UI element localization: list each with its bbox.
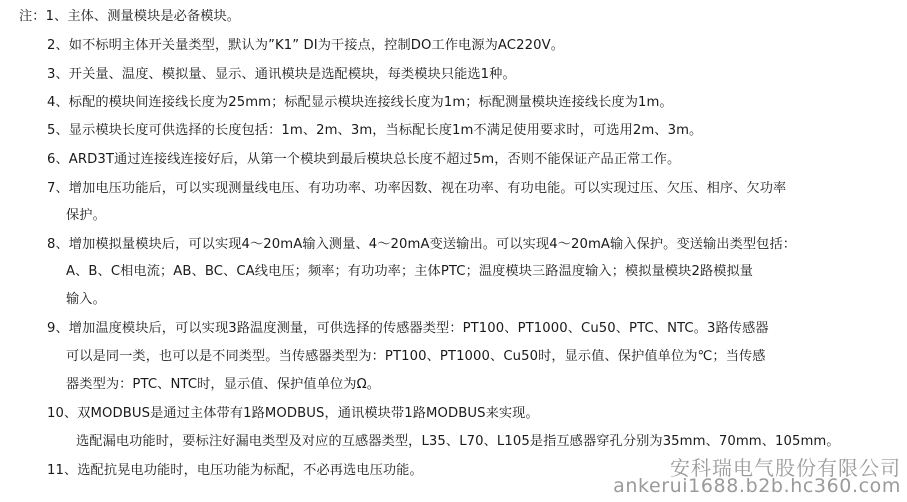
note-line-9-cont-1: 可以是同一类，也可以是不同类型。当传感器类型为：PT100、PT1000、Cu50时，显示值、保护值单位为℃；当传感 [66,349,766,364]
note-line-4: 4、标配的模块间连接线长度为25mm；标配显示模块连接线长度为1m；标配测量模块连接线长度为1m。 [47,95,673,110]
note-line-8-cont-2: 输入。 [66,292,106,307]
watermark-url: ankerui1688.b2b.hc360.com [613,475,901,497]
note-line-10-cont: 选配漏电功能时，要标注好漏电类型及对应的互感器类型，L35、L70、L105是指互感器穿孔分别为35mm、70mm、105mm。 [76,434,840,449]
note-line-6: 6、ARD3T通过连接线连接好后，从第一个模块到最后模块总长度不超过5m，否则不能保证产品正常工作。 [47,152,681,167]
note-line-3: 3、开关量、温度、模拟量、显示、通讯模块是选配模块，每类模块只能选1种。 [47,67,516,82]
note-line-5: 5、显示模块长度可供选择的长度包括：1m、2m、3m，当标配长度1m不满足使用要求时，可选用2m、3m。 [47,123,703,138]
note-line-11: 11、选配抗晃电功能时，电压功能为标配，不必再选电压功能。 [47,463,423,478]
note-line-9-cont-2: 器类型为：PTC、NTC时，显示值、保护值单位为Ω。 [66,377,381,392]
note-line-10: 10、双MODBUS是通过主体带有1路MODBUS，通讯模块带1路MODBUS来实现。 [47,406,539,421]
watermark-company: 安科瑞电气股份有限公司 [670,456,901,480]
note-line-2: 2、如不标明主体开关量类型，默认为”K1” DI为干接点，控制DO工作电源为AC220V。 [47,38,564,53]
note-line-9: 9、增加温度模块后，可以实现3路温度测量，可供选择的传感器类型：PT100、PT1000、Cu50、PTC、NTC。3路传感器 [47,321,769,336]
note-line-7-cont: 保护。 [66,208,106,223]
note-line-7: 7、增加电压功能后，可以实现测量线电压、有功功率、功率因数、视在功率、有功电能。可以实现过压、欠压、相序、欠功率 [47,181,787,196]
note-line-8: 8、增加模拟量模块后，可以实现4～20mA输入测量、4～20mA变送输出。可以实现4～20mA输入保护。变送输出类型包括： [47,237,797,252]
note-line-1: 注：1、主体、测量模块是必备模块。 [19,9,241,24]
note-line-8-cont-1: A、B、C相电流；AB、BC、CA线电压；频率；有功功率；主体PTC；温度模块三路温度输入；模拟量模块2路模拟量 [66,264,754,279]
